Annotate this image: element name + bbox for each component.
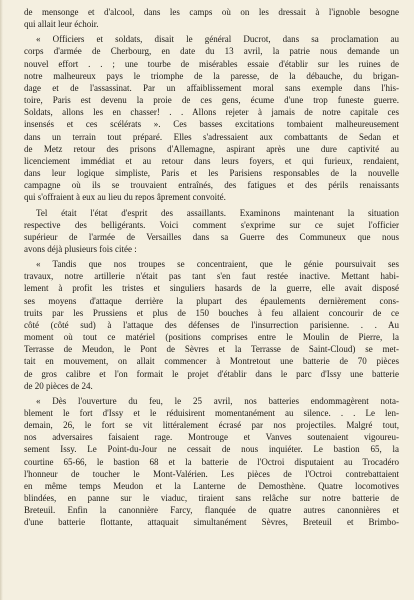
text-line: « Dès l'ouverture du feu, le 25 avril, nos batteries endommagèrent nota- bbox=[36, 395, 399, 406]
text-line: respective des belligérants. Voici comment s'exprime sur ce sujet l'officier bbox=[24, 219, 399, 230]
text-line: notre malheureux pays le triomphe de la paresse, de la débauche, du brigan- bbox=[24, 70, 399, 81]
text-line: de mensonge et d'alcool, dans les camps où on les dressait à l'ignoble besogne bbox=[24, 7, 399, 17]
text-line: corps d'armée de Cherbourg, en date du 13 avril, la patrie nous demande un bbox=[24, 46, 399, 57]
text-line: toire, Paris est devenu la proie de ces gens, écume d'une trop funeste guerre. bbox=[24, 95, 399, 106]
text-line: l'honneur de toucher le Mont-Valérien. Les pièces de l'Octroi contrebattaient bbox=[24, 468, 399, 479]
text-line: campagne où ils se trouvaient entraînés, des fatigues et des périls renaissants bbox=[24, 180, 399, 191]
text-line: avons déjà plusieurs fois citée : bbox=[24, 243, 137, 254]
text-line: dans un terrain tout préparé. Elles s'adressaient aux combattants de Sedan et bbox=[24, 131, 399, 142]
text-line: qui s'offraient à eux au lieu du repos âprement convoité. bbox=[24, 192, 226, 203]
text-line: Breteuil. Enfin la canonnière Farcy, flanquée de quatre autres canonnières et bbox=[24, 505, 399, 516]
text-line: licenciement immédiat et au retour dans leurs foyers, et qui furieux, rendaient, bbox=[24, 155, 399, 166]
text-line: Tel était l'état d'esprit des assaillants. Examinons maintenant la situation bbox=[36, 207, 399, 218]
text-line: blindées, en panne sur le viaduc, tiraient sans relâche sur notre batterie de bbox=[24, 493, 399, 504]
text-line: sement Issy. Le Point-du-Jour ne cessait de nous inquiéter. Le bastion 65, la bbox=[24, 444, 399, 455]
paragraph-4 bbox=[24, 258, 399, 392]
text-line: en même temps Meudon et la Lanterne de Demosthène. Quatre locomotives bbox=[24, 480, 399, 491]
paragraph-2 bbox=[24, 33, 399, 203]
paragraph-5 bbox=[24, 395, 399, 529]
text-line: d'une batterie flottante, attaquait simultanément Sèvres, Breteuil et Brimbo- bbox=[24, 517, 399, 528]
text-line: de gros calibre et l'on formait le projet d'établir dans le parc d'Issy une batterie bbox=[24, 368, 399, 379]
text-line: Terrasse de Meudon, le Pont de Sèvres et la Terrasse de Saint-Cloud) se met- bbox=[24, 344, 399, 355]
text-line: travaux, notre artillerie n'était pas tant s'en faut restée inactive. Mettant habi- bbox=[24, 271, 399, 282]
text-line: courtine 65-66, le bastion 68 et la batterie de l'Octroi disputaient au Trocadéro bbox=[24, 456, 399, 467]
text-line: ses moyens d'attaque derrière la plupart des épaulements dernièrement cons- bbox=[24, 295, 399, 306]
text-line: nouvel effort . . ; une tourbe de misérables essaie d'établir sur les ruines de bbox=[24, 58, 399, 69]
text-line: supérieur de l'armée de Versailles dans sa Guerre des Communeux que nous bbox=[24, 231, 399, 242]
text-line: Soldats, allons les en chasser! . . Allons rejeter à jamais de notre capitale ces bbox=[24, 107, 399, 118]
text-line: dage et de l'assassinat. Par un affaiblissement moral sans exemple dans l'his- bbox=[24, 82, 399, 93]
scan-edge bbox=[0, 0, 3, 600]
text-line: qui allait leur échoir. bbox=[24, 19, 99, 30]
text-line: truits par les Prussiens et plus de 150 bouches à feu allaient concourir de ce bbox=[24, 307, 399, 318]
text-line: moment où tout ce matériel (positions comprises entre le Moulin de Pierre, la bbox=[24, 332, 399, 343]
text-line: lement à profit les tristes et singuliers hasards de la guerre, elle avait disposé bbox=[24, 283, 399, 294]
text-line: nos adversaires faisaient rage. Montrouge et Vanves soutenaient vigoureu- bbox=[24, 432, 399, 443]
text-line: de Metz retour des prisons d'Allemagne, aspirant après une dure captivité au bbox=[24, 143, 399, 154]
text-line: « Tandis que nos troupes se concentraient, que le génie poursuivait ses bbox=[36, 259, 399, 270]
text-line: tait en mouvement, on allait commencer à Montretout une batterie de 70 pièces bbox=[24, 356, 399, 367]
text-line: insensés et ces scélérats ». Ces basses excitations tombaient malheureusement bbox=[24, 119, 399, 130]
text-line: côté (côté sud) à l'attaque des défenses de l'insurrection parisienne. . . Au bbox=[24, 319, 399, 330]
text-line: blement le fort d'Issy et le réduisirent momentanément au silence. . . Le len- bbox=[24, 408, 399, 418]
text-line: demain, 26, le fort se vit littéralement écrasé par nos projectiles. Malgré tout, bbox=[24, 420, 399, 431]
text-line: dans leur logique simpliste, Paris et les Parisiens responsables de la nouvelle bbox=[24, 168, 399, 179]
text-line: de 20 pièces de 24. bbox=[24, 380, 93, 391]
paragraph-3 bbox=[24, 207, 399, 256]
paragraph-1 bbox=[24, 6, 399, 30]
text-line: « Officiers et soldats, disait le général Ducrot, dans sa proclamation au bbox=[36, 34, 399, 45]
